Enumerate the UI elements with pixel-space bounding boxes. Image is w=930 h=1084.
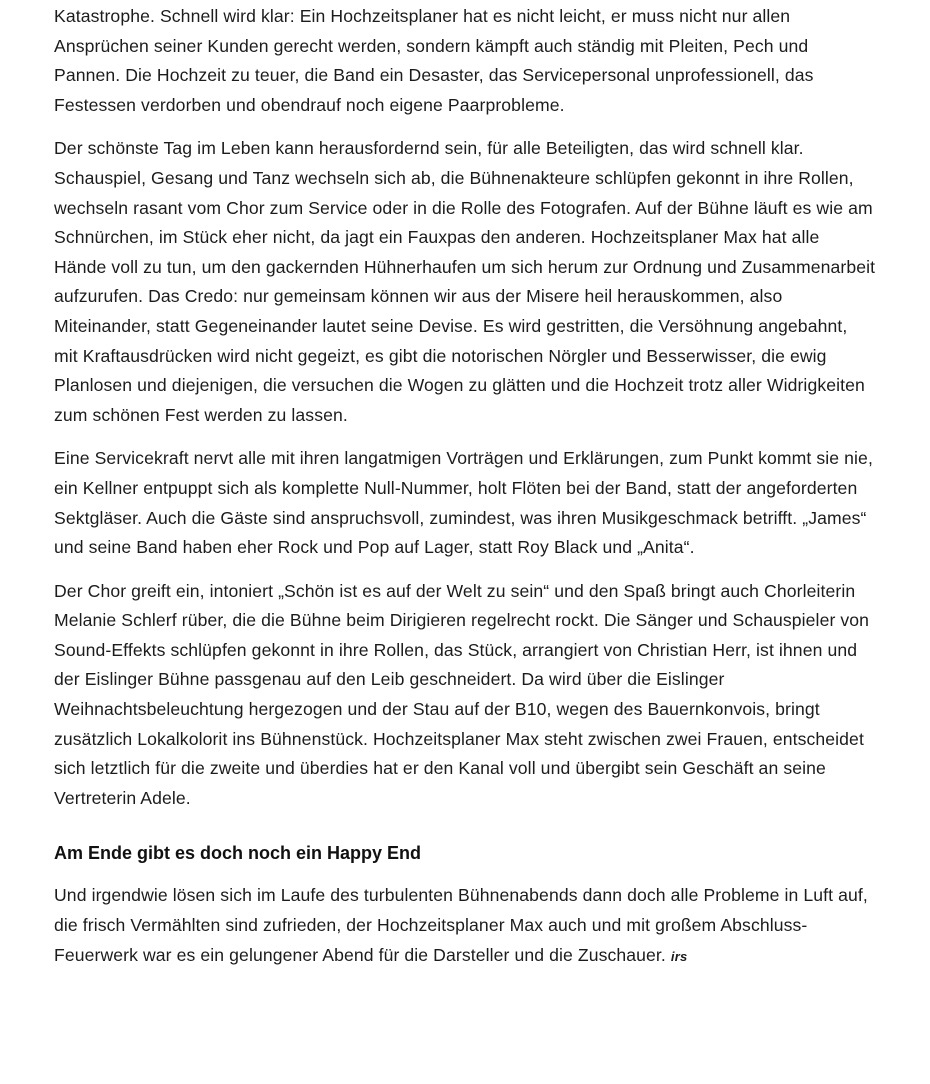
article-paragraph: Der Chor greift ein, intoniert „Schön ist es auf der Welt zu sein“ und den Spaß bringt auch Chorleiterin Melanie Schlerf rüber, die die Bühne beim Dirigieren regelrecht rockt. Die Sänger und Schauspieler von Sound-Effekts schlüpfen gekonnt in ihre Rollen, das Stück, arrangiert von Christian Herr, ist ihnen und der Eislinger Bühne passgenau auf den Leib geschneidert. Da wird über die Eislinger Weihnachtsbeleuchtung hergezogen und der Stau auf der B10, wegen des Bauernkonvois, bringt zusätzlich Lokalkolorit ins Bühnenstück. Hochzeitsplaner Max steht zwischen zwei Frauen, entscheidet sich letztlich für die zweite und überdies hat er den Kanal voll und übergibt sein Geschäft an seine Vertreterin Adele. <box>54 580 870 808</box>
article-paragraph: Eine Servicekraft nervt alle mit ihren langatmigen Vorträgen und Erklärungen, zum Punkt kommt sie nie, ein Kellner entpuppt sich als komplette Null-Nummer, holt Flöten bei der Band, statt der angeforderten Sektgläser. Auch die Gäste sind anspruchsvoll, zumindest, was ihren Musikgeschmack betrifft. „James“ und seine Band haben eher Rock und Pop auf Lager, statt Roy Black und „Anita“. <box>54 448 873 558</box>
article-subheading: Am Ende gibt es doch noch ein Happy End <box>54 843 422 864</box>
article-paragraph: Der schönste Tag im Leben kann herausfordernd sein, für alle Beteiligten, das wird schnell klar. Schauspiel, Gesang und Tanz wechseln sich ab, die Bühnenakteure schlüpfen gekonnt in ihre Rollen, wechseln rasant vom Chor zum Service oder in die Rolle des Fotografen. Auf der Bühne läuft es wie am Schnürchen, im Stück eher nicht, da jagt ein Fauxpas den anderen. Hochzeitsplaner Max hat alle Hände voll zu tun, um den gackernden Hühnerhaufen um sich herum zur Ordnung und Zusammenarbeit aufzurufen. Das Credo: nur gemeinsam können wir aus der Misere heil herauskommen, also Miteinander, statt Gegeneinander lautet seine Devise. Es wird gestritten, die Versöhnung angebahnt, mit Kraftausdrücken wird nicht gegeizt, es gibt die notorischen Nörgler und Besserwisser, die ewig Planlosen und diejenigen, die versuchen die Wogen zu glätten und die Hochzeit trotz aller Widrigkeiten zum schönen Fest werden zu lassen. <box>54 138 876 425</box>
author-signature: irs <box>670 948 688 964</box>
article-closing-paragraph <box>54 881 876 971</box>
article-paragraph: Katastrophe. Schnell wird klar: Ein Hochzeitsplaner hat es nicht leicht, er muss nicht nur allen Ansprüchen seiner Kunden gerecht werden, sondern kämpft auch ständig mit Pleiten, Pech und Pannen. Die Hochzeit zu teuer, die Band ein Desaster, das Servicepersonal unprofessionell, das Festessen verdorben und obendrauf noch eigene Paarprobleme. <box>54 6 814 115</box>
closing-text: Und irgendwie lösen sich im Laufe des turbulenten Bühnenabends dann doch alle Probleme in Luft auf, die frisch Vermählten sind zufrieden, der Hochzeitsplaner Max auch und mit großem Abschluss-Feuerwerk war es ein gelungener Abend für die Darsteller und die Zuschauer. <box>54 885 868 965</box>
